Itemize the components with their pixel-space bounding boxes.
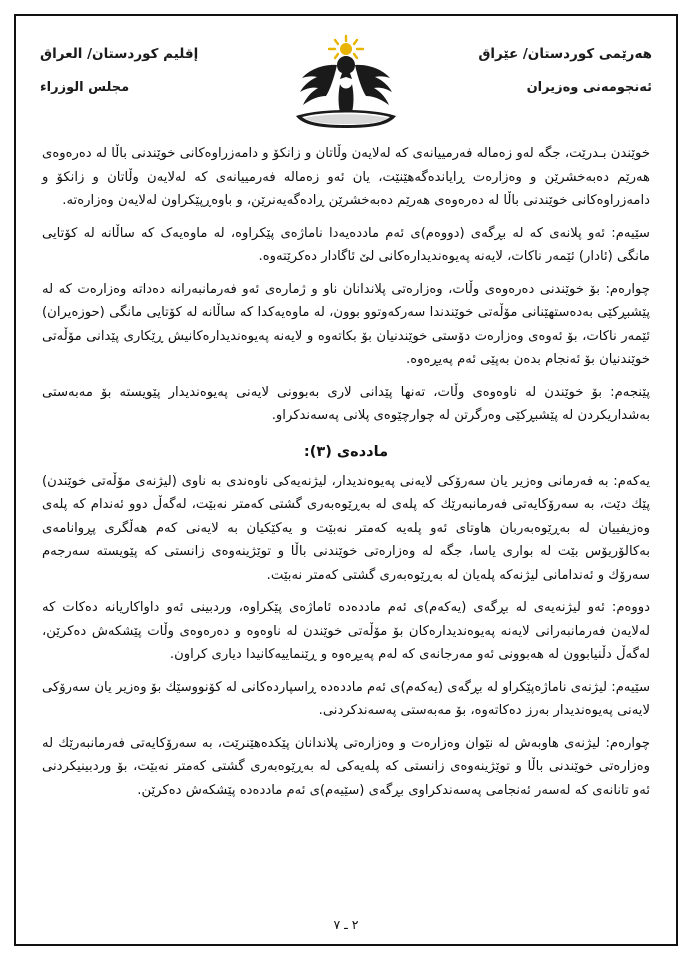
- letterhead-kurdish-line-2: ئەنجومەنی وەزیران: [526, 80, 652, 96]
- letterhead-arabic: [40, 32, 240, 96]
- paragraph-top-2: سێیەم: ئەو پلانەی كە لە بڕگەی (دووەم)ی ئەم ماددەیەدا ناماژەی پێكراوە، لە ماوەیەک كە ساڵانە لە كۆتایی مانگی (ئادار) ئێمەر ناكات، لایەنە پەیوەندیدارەكانی لێ ئاگادار دەكرێتەوە.: [42, 225, 650, 264]
- letterhead-arabic-line-1: إقليم كوردستان/ العراق: [40, 46, 199, 62]
- paragraph-bottom-2: دووەم: ئەو لیژنەیەی لە بڕگەی (یەكەم)ی ئەم ماددەدە ئاماژەی پێكراوە، وردبینی ئەو داواكاریانە دەكات كە لەلایەن فەرمانبەرانی لایەنە پەیوەندیدارەكان بۆ مۆڵەتی خوێندن لە ناوەوە و دەرەوەی وڵات پێشكەش دەكرێن، لەگەڵ دڵنیابوون لە هەبوونی ئەو مەرجانەی كە لەم پەیڕەوە و ڕێنماییەكانیدا دیاری كراون.: [42, 600, 650, 662]
- letterhead-kurdish: [452, 32, 652, 96]
- letterhead: [22, 22, 670, 130]
- page-number: ٢ ـ ٧: [333, 917, 359, 932]
- section-heading-article-3: ماددەی (٣):: [303, 443, 389, 460]
- document-body: [22, 130, 670, 917]
- paragraph-top-1: خوێندن بـدرێت، جگه لەو زەمالە فەرمییانەی كە لەلایەن وڵاتان و زانكۆ و دامەزراوەكانی خوێندنی باڵا لە دەرەوەی هەرێم دەبەخشرێن و وەزارەت ڕایاندەگەهێنێت، یان ئەو زەمالە فەرمییانەی كە لەلایەن وڵاتان و زانكۆ و دامەزراوەكانی خوێندنی باڵا لە دەرەوەی هەرێم دەبەخشرێن ڕادەگەیەنرێن، و باوەڕپێكراون لەلایەن وەزارەتە.: [42, 146, 650, 208]
- paragraph-bottom-3: سێیەم: لیژنەی ناماژەپێكراو لە بڕگەی (یەكەم)ی ئەم ماددەدە ڕاسپاردەكانی لە كۆنووسێك بۆ وەزیر یان سەرۆكی لایەنی پەیوەندیدار بەرز دەكاتەوە، بۆ مەبەستی پەسەندكردنی.: [42, 679, 650, 718]
- page-inner: [22, 22, 670, 938]
- letterhead-arabic-line-2: مجلس الوزراء: [40, 80, 130, 96]
- paragraph-bottom-1: یەكەم: بە فەرمانی وەزیر یان سەرۆكی لایەنی پەیوەندیدار، لیژنەیەكی ناوەندی بە ناوی (لیژنەی مۆڵەتی خوێندن) پێك دێت، بە سەرۆكایەتی فەرمانبەرێك كە پلەی لە بەڕێوەبەری گشتی كەمتر نەبێت، لەگەڵ دوو ئەندام كە پلەی وەزیفییان لە بەڕێوەبەربان هاوتای ئەو پلەیە كەمتر نەبێت و یەكێكیان بە لایەنی كەم هەڵگری پڕوانامەی بەكالۆریۆس بێت لە بواری یاسا، جگە لە وەزارەتی خوێندنی باڵا و توێژینەوەی زانستی كە پێویستە سەرجەم سەرۆك و ئەندامانی لیژنەكە پلەیان لە بەڕێوەبەری گشتی كەمتر نەبێت.: [42, 473, 650, 583]
- letterhead-kurdish-line-1: هەرێمی كوردستان/ عێراق: [478, 46, 652, 62]
- paragraph-bottom-4: چوارەم: لیژنەی هاوبەش لە نێوان وەزارەت و وەزارەتی پلاندانان پێكدەهێنرێت، بە سەرۆكایەتی فەرمانبەرێك لە وەزارەتی خوێندنی باڵا و توێژینەوەی زانستی كە پلەیەكی لە بەڕێوەبەری گشتی كەمتر نەبێت، بۆ وردبینیكردنی ئەو تانانەی كە لەسەر ئەنجامی پەسەندكراوی بڕگەی (سێیەم)ی ئەم ماددەدە پێشكەش دەكرێن.: [42, 735, 650, 798]
- paragraph-top-4: پێنجەم: بۆ خوێندن لە ناوەوەی وڵات، تەنها پێدانی لاری بەبوونی لایەنی پەیوەندیدار پێویستە بۆ مەبەستی بەشداریكردن لە پێشبڕكێی وەرگرتن لە چوارچێوەی پلانی پەسەندكراو.: [42, 384, 650, 423]
- kurdistan-region-emblem: [280, 32, 412, 136]
- paragraph-top-3: چوارەم: بۆ خوێندنی دەرەوەی وڵات، وەزارەتی پلاندانان ناو و ژمارەی ئەو فەرمانبەرانە دەداتە وەزارەت كە لە پێشبڕكێی بەدەستهێنانی مۆڵەتی خوێندندا سەركەوتوو بوون، لە ماوەیەكدا كە ساڵانە لە كۆتایی مانگی (حوزەیران) ئێمەر ناكات، بۆ ئەوەی وەزارەت دۆستی خوێندنیان بۆ بكاتەوە و لایەنە پەیوەندیدارەكانیش ڕێكاری پێدانی مۆڵەتی خوێندنیان بۆ ئەنجام بدەن بەپێی ئەم پەیڕەوە.: [42, 281, 650, 367]
